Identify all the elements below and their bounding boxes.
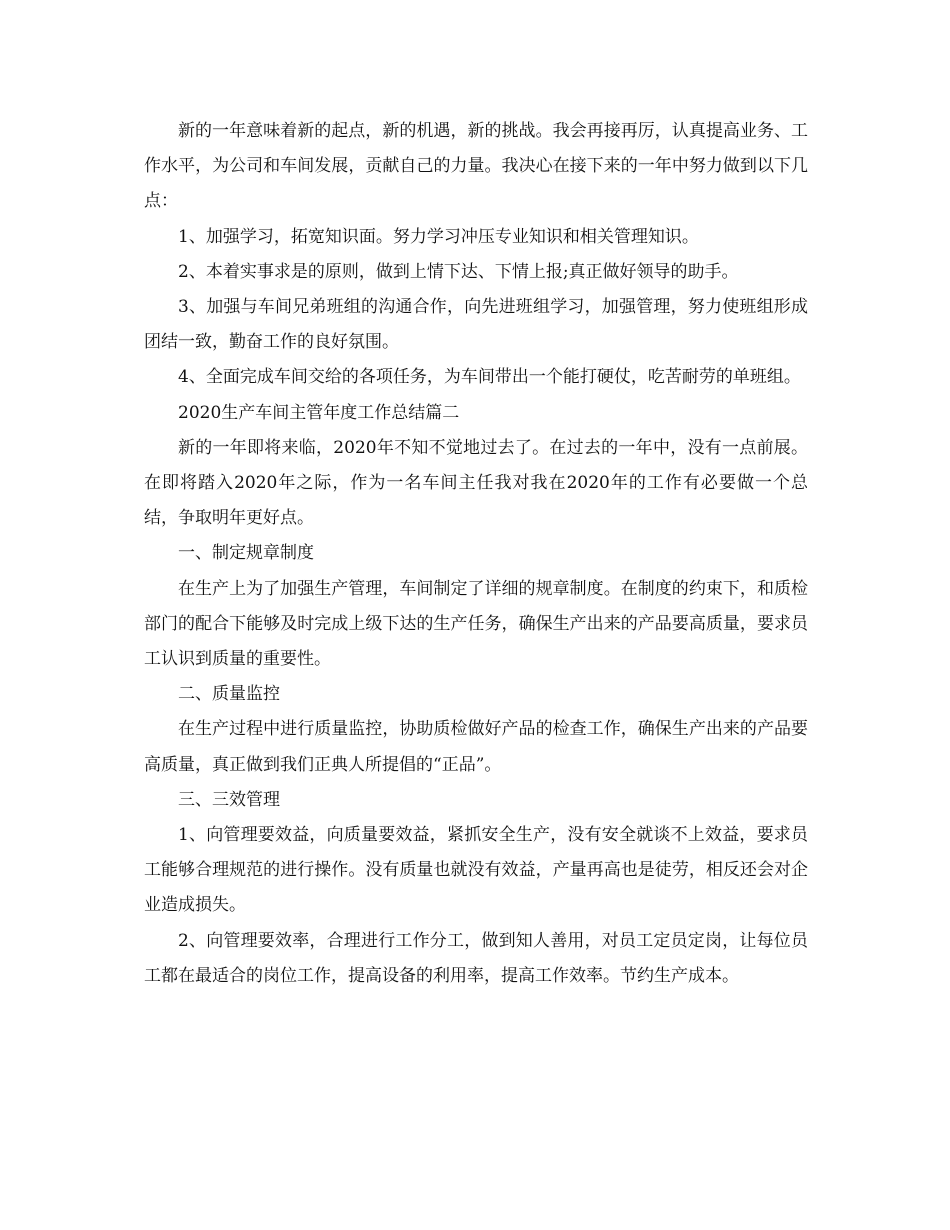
list-item: 2、本着实事求是的原则，做到上情下达、下情上报;真正做好领导的助手。: [178, 261, 739, 282]
section-heading: 三、三效管理: [178, 789, 280, 810]
body-paragraph: 在生产上为了加强生产管理，车间制定了详细的规章制度。在制度的约束下，和质检部门的配合下能够及时完成上级下达的生产任务，确保生产出来的产品要高质量，要求员工认识到质量的重要性。: [144, 578, 808, 670]
section-title: 2020生产车间主管年度工作总结篇二: [178, 402, 460, 423]
list-item: 1、加强学习，拓宽知识面。努力学习冲压专业知识和相关管理知识。: [178, 226, 699, 247]
body-paragraph: 在生产过程中进行质量监控，协助质检做好产品的检查工作，确保生产出来的产品要高质量，真正做到我们正典人所提倡的“正品”。: [144, 719, 808, 775]
list-item: 4、全面完成车间交给的各项任务，为车间带出一个能打硬仗，吃苦耐劳的单班组。: [178, 367, 801, 388]
section-heading: 二、质量监控: [178, 684, 280, 705]
list-item: 3、加强与车间兄弟班组的沟通合作，向先进班组学习，加强管理，努力使班组形成团结一致，勤奋工作的良好氛围。: [144, 297, 808, 353]
section-heading: 一、制定规章制度: [178, 543, 314, 564]
document-body: [144, 114, 808, 994]
body-paragraph: 新的一年意味着新的起点，新的机遇，新的挑战。我会再接再厉，认真提高业务、工作水平，为公司和车间发展，贡献自己的力量。我决心在接下来的一年中努力做到以下几点：: [144, 121, 808, 212]
list-item: 2、向管理要效率，合理进行工作分工，做到知人善用，对员工定员定岗，让每位员工都在最适合的岗位工作，提高设备的利用率，提高工作效率。节约生产成本。: [144, 930, 808, 986]
body-paragraph: 新的一年即将来临，2020年不知不觉地过去了。在过去的一年中，没有一点前展。在即将踏入2020年之际，作为一名车间主任我对我在2020年的工作有必要做一个总结，争取明年更好点。: [144, 437, 808, 529]
list-item: 1、向管理要效益，向质量要效益，紧抓安全生产，没有安全就谈不上效益，要求员工能够合理规范的进行操作。没有质量也就没有效益，产量再高也是徒劳，相反还会对企业造成损失。: [144, 825, 808, 916]
